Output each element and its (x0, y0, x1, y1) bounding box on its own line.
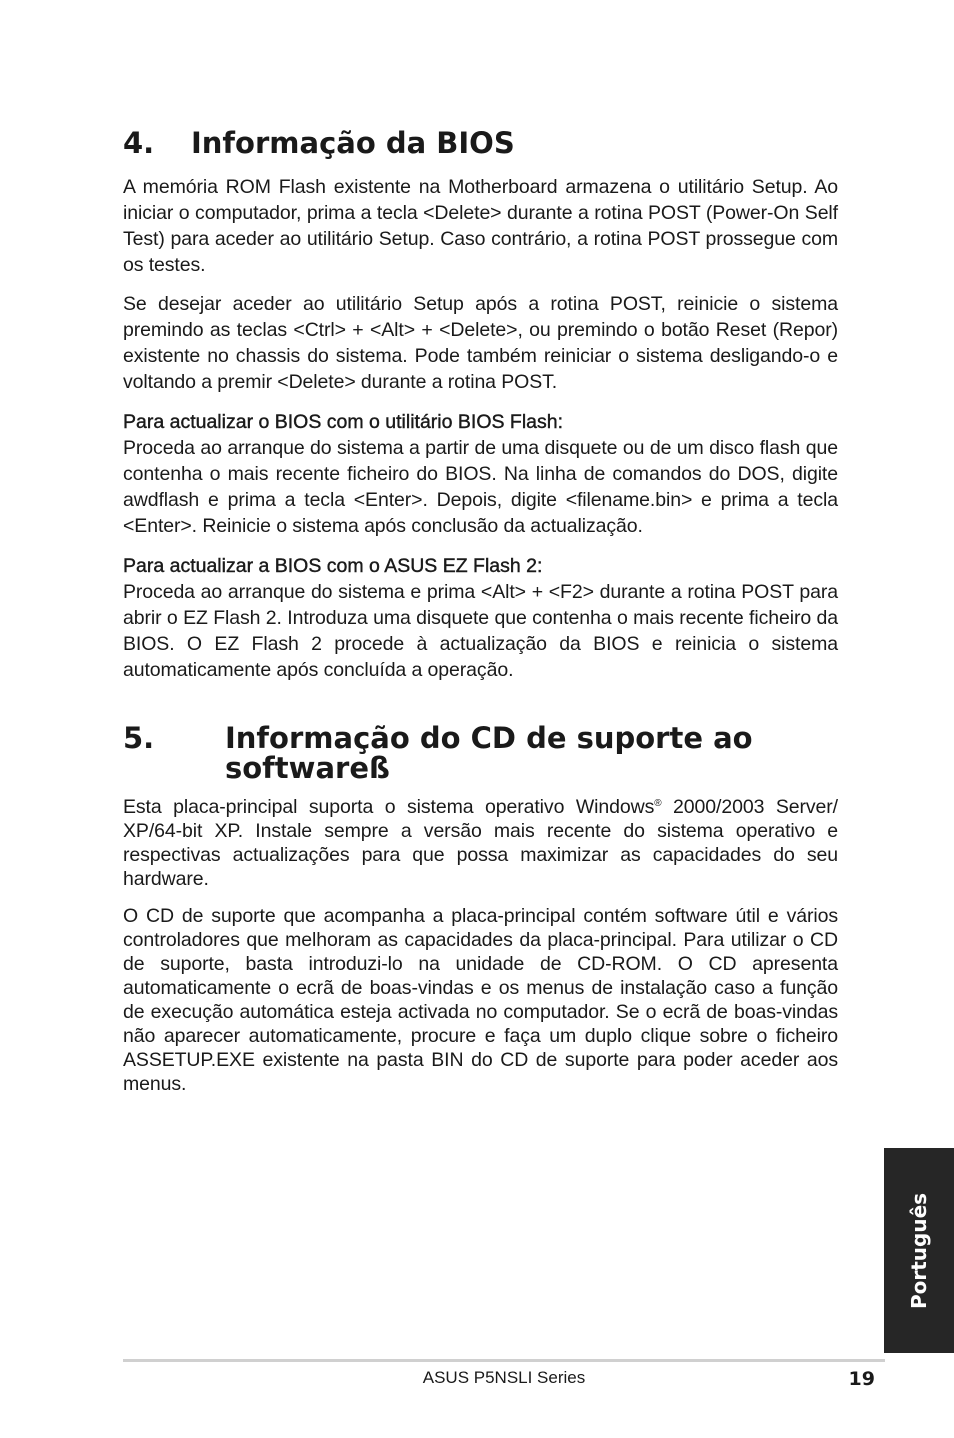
page-content (123, 128, 838, 1096)
ez-flash-subheading: Para actualizar a BIOS com o ASUS EZ Flash 2: (123, 555, 543, 577)
page-number: 19 (848, 1368, 875, 1390)
ez-flash-instructions: Proceda ao arranque do sistema e prima <Alt> + <F2> durante a rotina POST para abrir o EZ Flash 2. Introduza uma disquete que contenha o mais recente ficheiro da BIOS. O EZ Flash 2 procede à actualização da BIOS e reinicia o sistema automaticamente após concluída a operação. (123, 581, 838, 681)
section-4-paragraph-2: Se desejar aceder ao utilitário Setup após a rotina POST, reinicie o sistema premindo as teclas <Ctrl> + <Alt> + <Delete>, ou premindo o botão Reset (Repor) existente no chassis do sistema. Pode também reiniciar o sistema desligando-o e voltando a premir <Delete> durante a rotina POST. (123, 293, 838, 393)
section-5-paragraph-1-start: Esta placa-principal suporta o sistema operativo Windows (123, 796, 655, 818)
bios-flash-instructions: Proceda ao arranque do sistema a partir de uma disquete ou de um disco flash que contenha o mais recente ficheiro do BIOS. Na linha de comandos do DOS, digite awdflash e prima a tecla <Enter>. Depois, digite <filename.bin> e prima a tecla <Enter>. Reinicie o sistema após conclusão da actualização. (123, 437, 838, 537)
language-tab-label: Português (907, 1192, 931, 1309)
language-tab (884, 1148, 954, 1353)
footer-product-name: ASUS P5NSLI Series (422, 1368, 586, 1387)
section-4-heading (123, 128, 838, 158)
section-5-title: Informação do CD de suporte ao softwareß (225, 721, 753, 785)
bios-flash-subheading: Para actualizar o BIOS com o utilitário BIOS Flash: (123, 411, 564, 433)
section-5-heading (123, 723, 838, 783)
section-5-number: 5. (123, 721, 155, 755)
footer-divider (123, 1359, 885, 1362)
section-5-paragraph-1 (123, 795, 838, 891)
section-5-paragraph-1-end: 2000/2003 Server/ XP/64-bit XP. Instale sempre a versão mais recente do sistema operativo e respectivas actualizações para que possa maximizar as capacidades do seu hardware. (123, 796, 838, 890)
section-5-paragraph-2: O CD de suporte que acompanha a placa-principal contém software útil e vários controladores que melhoram as capacidades da placa-principal. Para utilizar o CD de suporte, basta introduzi-lo na unidade de CD-ROM. O CD apresenta automaticamente o ecrã de boas-vindas e os menus de instalação caso a função de execução automática esteja activada no computador. Se o ecrã de boas-vindas não aparecer automaticamente, procure e faça um duplo clique sobre o ficheiro ASSETUP.EXE existente na pasta BIN do CD de suporte para poder aceder aos menus. (123, 905, 838, 1095)
registered-mark: ® (654, 798, 662, 809)
section-4-paragraph-1: A memória ROM Flash existente na Motherboard armazena o utilitário Setup. Ao iniciar o computador, prima a tecla <Delete> durante a rotina POST (Power-On Self Test) para aceder ao utilitário Setup. Caso contrário, a rotina POST prossegue com os testes. (123, 176, 838, 276)
section-4-title: Informação da BIOS (191, 126, 515, 160)
section-4-number: 4. (123, 126, 155, 160)
